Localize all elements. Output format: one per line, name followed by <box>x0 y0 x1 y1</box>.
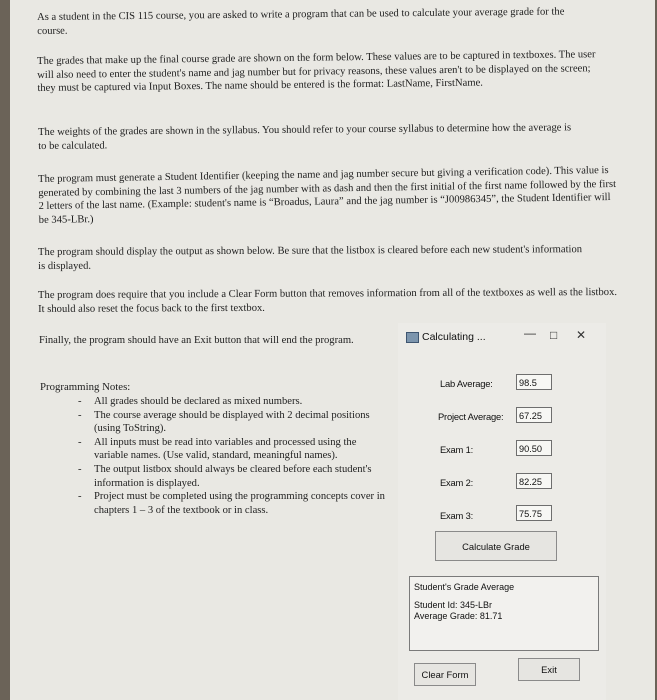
list-item: Average Grade: 81.71 <box>414 611 503 621</box>
exam1-label: Exam 1: <box>440 444 473 455</box>
grades-paragraph: The grades that make up the final course grade are shown on the form below. These values are to be captured in textboxes. The user will also need to enter the student's name and jag number but for privacy reasons, these values aren't to be displayed on the screen; they must be captured via Input Boxes. The name should be entered is the format: LastName, FirstName. <box>37 49 596 95</box>
project-average-label: Project Average: <box>438 411 504 422</box>
assignment-page <box>10 0 655 700</box>
results-listbox[interactable] <box>409 576 599 651</box>
window-title: Calculating ... <box>422 331 486 343</box>
programming-notes-list <box>78 395 390 517</box>
weights-paragraph: The weights of the grades are shown in the syllabus. You should refer to your course syllabus to determine how the average is to be calculated. <box>38 122 572 152</box>
list-item: Student's Grade Average <box>414 582 515 592</box>
lab-average-label: Lab Average: <box>440 378 493 389</box>
project-average-input[interactable]: 67.25 <box>516 407 552 423</box>
exit-button[interactable]: Exit <box>518 658 580 681</box>
close-icon[interactable]: ✕ <box>576 328 587 342</box>
minimize-icon[interactable]: — <box>524 326 536 340</box>
identifier-paragraph: The program must generate a Student Identifier (keeping the name and jag number secure but giving a verification code). This value is generated by combining the last 3 numbers of the jag number with as dash and then the first initial of the first name followed by the first 2 letters of the last name. (Example: student's name is “Broadus, Laura” and the jag number is “J00986345”, the Student Identifier will be 345-LBr.) <box>38 165 617 226</box>
intro-paragraph: As a student in the CIS 115 course, you are asked to write a program that can be used to calculate your average grade for the course. <box>37 6 565 37</box>
exam1-input[interactable]: 90.50 <box>516 440 552 456</box>
exit-paragraph: Finally, the program should have an Exit button that will end the program. <box>39 335 354 346</box>
maximize-icon[interactable]: □ <box>550 328 558 342</box>
output-paragraph: The program should display the output as shown below. Be sure that the listbox is cleared before each new student's information is displayed. <box>38 244 583 272</box>
app-form-icon <box>406 332 419 343</box>
programming-notes-title: Programming Notes: <box>40 381 131 393</box>
clear-form-paragraph: The program does require that you include a Clear Form button that removes information from all of the textboxes as well as the listbox. It should also reset the focus back to the first textbox. <box>38 286 618 315</box>
calculating-window <box>398 323 606 700</box>
exam3-label: Exam 3: <box>440 510 473 521</box>
list-item: - All inputs must be read into variables and processed using the variable names. (Use valid, standard, meaningful names). <box>78 436 357 462</box>
exam3-input[interactable]: 75.75 <box>516 505 552 521</box>
list-item: - Project must be completed using the programming concepts cover in chapters 1 – 3 of the textbook or in class. <box>78 491 385 516</box>
list-item: - All grades should be declared as mixed numbers. <box>78 396 303 407</box>
window-titlebar <box>398 323 606 349</box>
exam2-input[interactable]: 82.25 <box>516 473 552 489</box>
exam2-label: Exam 2: <box>440 477 473 488</box>
list-item: - The output listbox should always be cleared before each student's information is displayed. <box>78 463 372 489</box>
calculate-grade-button[interactable]: Calculate Grade <box>435 531 557 561</box>
clear-form-button[interactable]: Clear Form <box>414 663 476 686</box>
list-item: - The course average should be displayed with 2 decimal positions (using ToString). <box>78 409 370 435</box>
lab-average-input[interactable]: 98.5 <box>516 374 552 390</box>
list-item: Student Id: 345-LBr <box>414 599 493 610</box>
